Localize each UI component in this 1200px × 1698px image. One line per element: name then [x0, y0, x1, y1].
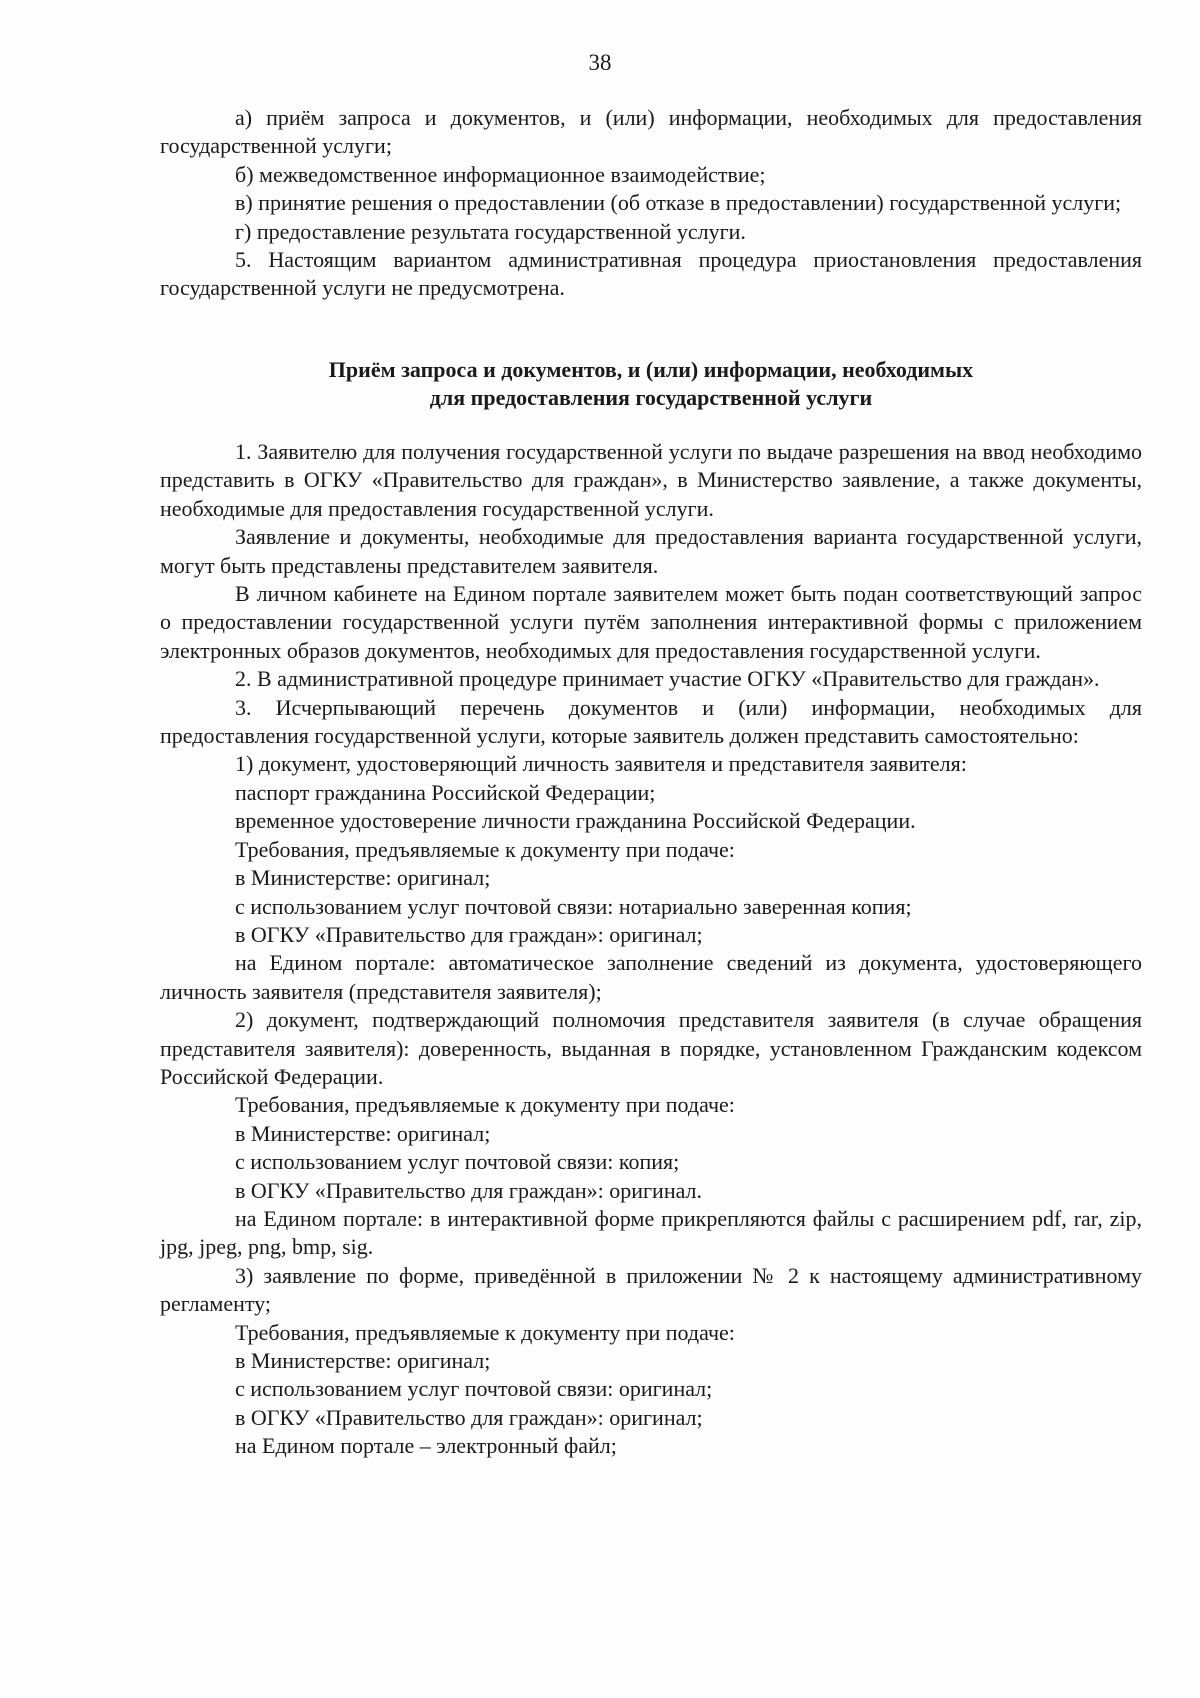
section-body — [160, 438, 1142, 1461]
paragraph-1: 1. Заявителю для получения государственной услуги по выдаче разрешения на ввод необходимо представить в ОГКУ «Правительство для граждан», в Министерство заявление, а также документы, необходимые для предоставления государственной услуги. — [160, 439, 1142, 521]
paragraph-portal: В личном кабинете на Едином портале заявителем может быть подан соответствующий запрос о предоставлении государственной услуги путём заполнения интерактивной формы с приложением электронных образов документов, необходимых для предоставления государственной услуги. — [160, 581, 1142, 663]
doc1-ministry: в Министерстве: оригинал; — [235, 865, 491, 891]
doc1-temporary-id: временное удостоверение личности гражданина Российской Федерации. — [235, 808, 916, 834]
doc2-ministry: в Министерстве: оригинал; — [235, 1120, 491, 1146]
doc2-title: 2) документ, подтверждающий полномочия представителя заявителя (в случае обращения представителя заявителя): доверенность, выданная в порядке, установленном Гражданским кодексом Российской Федерации. — [160, 1007, 1142, 1089]
doc1-requirements: Требования, предъявляемые к документу при подаче: — [235, 836, 735, 862]
doc2-portal: на Едином портале: в интерактивной форме прикрепляются файлы с расширением pdf, rar, zip, jpg, jpeg, png, bmp, sig. — [160, 1205, 1142, 1260]
paragraph-3: 3. Исчерпывающий перечень документов и (или) информации, необходимых для предоставления государственной услуги, которые заявитель должен представить самостоятельно: — [160, 694, 1142, 749]
doc1-passport: паспорт гражданина Российской Федерации; — [235, 779, 656, 805]
doc2-post: с использованием услуг почтовой связи: копия; — [235, 1149, 680, 1175]
doc3-title: 3) заявление по форме, приведённой в приложении № 2 к настоящему административному регламенту; — [160, 1262, 1142, 1317]
heading-line-1: Приём запроса и документов, и (или) информации, необходимых — [328, 357, 974, 382]
list-item-c: в) принятие решения о предоставлении (об отказе в предоставлении) государственной услуги; — [235, 190, 1122, 216]
doc3-portal: на Едином портале – электронный файл; — [235, 1433, 617, 1459]
list-item-d: г) предоставление результата государственной услуги. — [235, 218, 746, 244]
doc2-requirements: Требования, предъявляемые к документу при подаче: — [235, 1092, 735, 1118]
doc3-post: с использованием услуг почтовой связи: оригинал; — [235, 1376, 713, 1402]
doc3-ogku: в ОГКУ «Правительство для граждан»: оригинал; — [235, 1404, 703, 1430]
doc1-portal: на Едином портале: автоматическое заполнение сведений из документа, удостоверяющего личность заявителя (представителя заявителя); — [160, 950, 1142, 1004]
doc1-post: с использованием услуг почтовой связи: нотариально заверенная копия; — [235, 893, 912, 919]
doc1-ogku: в ОГКУ «Правительство для граждан»: оригинал; — [235, 921, 703, 947]
paragraph-5: 5. Настоящим вариантом административная процедура приостановления предоставления государственной услуги не предусмотрена. — [160, 247, 1142, 301]
heading-line-2: для предоставления государственной услуги — [429, 385, 873, 410]
paragraph-representative: Заявление и документы, необходимые для предоставления варианта государственной услуги, могут быть представлены представителем заявителя. — [160, 524, 1142, 578]
procedure-list — [160, 104, 1142, 303]
doc3-requirements: Требования, предъявляемые к документу при подаче: — [235, 1319, 735, 1345]
list-item-a: а) приём запроса и документов, и (или) информации, необходимых для предоставления государственной услуги; — [160, 105, 1142, 159]
page-number: 38 — [588, 50, 612, 75]
doc3-ministry: в Министерстве: оригинал; — [235, 1348, 491, 1373]
section-heading — [160, 356, 1142, 412]
list-item-b: б) межведомственное информационное взаимодействие; — [235, 161, 766, 187]
doc1-title: 1) документ, удостоверяющий личность заявителя и представителя заявителя: — [235, 751, 967, 777]
doc2-ogku: в ОГКУ «Правительство для граждан»: оригинал. — [235, 1177, 703, 1203]
paragraph-2: 2. В административной процедуре принимает участие ОГКУ «Правительство для граждан». — [235, 666, 1100, 692]
